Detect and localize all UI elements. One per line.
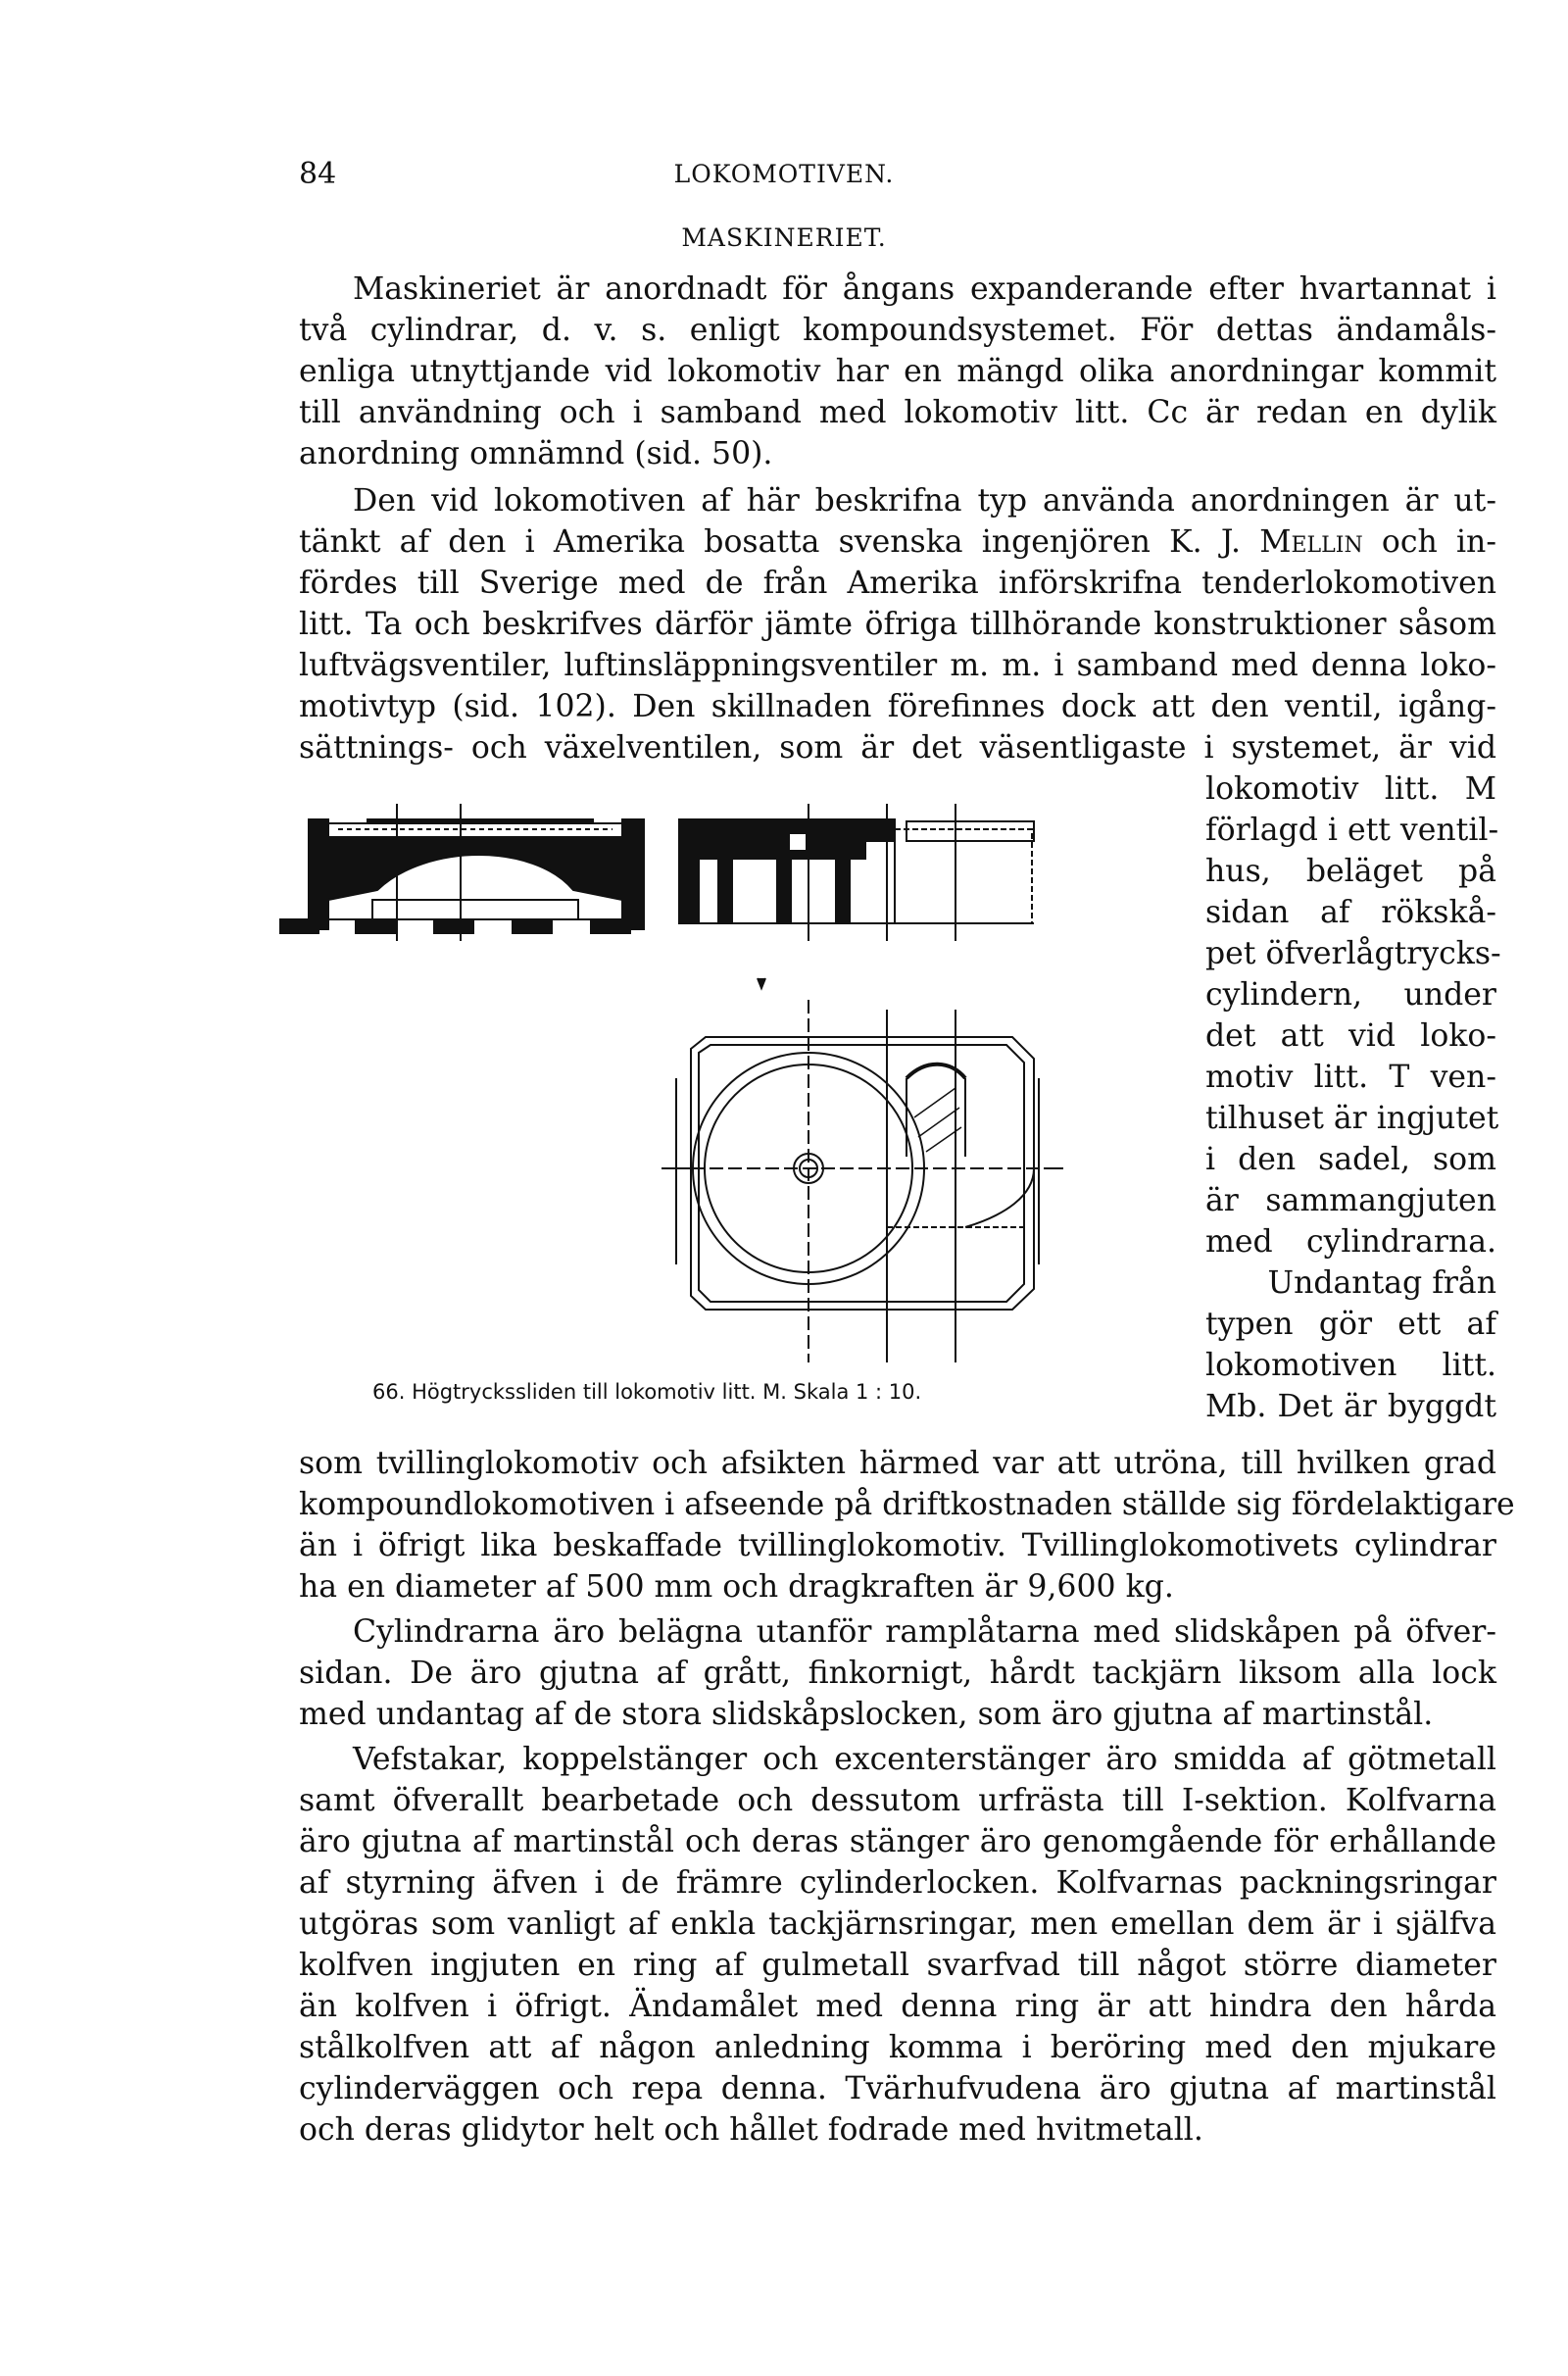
author-name: Mellin <box>1259 524 1363 560</box>
text-line: äro gjutna af martinstål och deras stänger äro genomgående för erhållande <box>299 1824 1496 1859</box>
text-line: fördes till Sverige med de från Amerika införskrifna tenderlokomotiven <box>299 566 1496 601</box>
text-line: och deras glidytor helt och hållet fodrade med hvitmetall. <box>299 2112 1203 2148</box>
side-text-line: cylindern, under <box>1205 977 1496 1013</box>
text-line: Den vid lokomotiven af här beskrifna typ använda anordningen är ut- <box>353 483 1496 519</box>
text-line: två cylindrar, d. v. s. enligt kompoundsystemet. För dettas ändamåls- <box>299 313 1496 348</box>
text-line: anordning omnämnd (sid. 50). <box>299 436 773 471</box>
text-line: Vefstakar, koppelstänger och excenterstänger äro smidda af götmetall <box>353 1742 1496 1777</box>
side-text-line: Undantag från <box>1267 1265 1496 1301</box>
text-line: med undantag af de stora slidskåpslocken, som äro gjutna af martinstål. <box>299 1697 1434 1732</box>
section-title: MASKINERIET. <box>681 223 887 252</box>
text-line: tänkt af den i Amerika bosatta svenska ingenjören K. J. Mellin och in- <box>299 524 1496 560</box>
text-line: Maskineriet är anordnadt för ångans expanderande efter hvartannat i <box>353 272 1496 307</box>
running-title: LOKOMOTIVEN. <box>673 160 895 188</box>
text-line: luftvägsventiler, luftinsläppningsventiler m. m. i samband med denna loko- <box>299 648 1496 683</box>
side-text-line: är sammangjuten <box>1205 1183 1496 1218</box>
side-text-line: typen gör ett af <box>1205 1307 1496 1342</box>
page-number: 84 <box>299 157 337 191</box>
side-text-line: sidan af rökskå- <box>1205 895 1496 930</box>
side-text-line: med cylindrarna. <box>1205 1224 1496 1260</box>
text-line: kolfven ingjuten en ring af gulmetall svarfvad till något större diameter <box>299 1948 1496 1983</box>
figure-caption: 66. Högtryckssliden till lokomotiv litt. M. Skala 1 : 10. <box>372 1380 922 1404</box>
figure-66 <box>279 784 1200 1372</box>
side-text-line: lokomotiv litt. M <box>1205 771 1496 807</box>
text-line: litt. Ta och beskrifves därför jämte öfriga tillhörande konstruktioner såsom <box>299 607 1496 642</box>
side-text-line: lokomotiven litt. <box>1205 1348 1496 1383</box>
text-line: af styrning äfven i de främre cylinderlocken. Kolfvarnas packningsringar <box>299 1865 1496 1901</box>
text-line: än i öfrigt lika beskaffade tvillinglokomotiv. Tvillinglokomotivets cylindrar <box>299 1528 1496 1563</box>
text-line: stålkolfven att af någon anledning komma i beröring med den mjukare <box>299 2030 1496 2065</box>
text-line: cylinderväggen och repa denna. Tvärhufvudena äro gjutna af martinstål <box>299 2071 1496 2106</box>
valve-drawing <box>279 784 1200 1372</box>
text-line: kompoundlokomotiven i afseende på driftkostnaden ställde sig fördelaktigare <box>299 1487 1515 1522</box>
side-text-line: tilhuset är ingjutet <box>1205 1101 1499 1136</box>
text-line: motivtyp (sid. 102). Den skillnaden förefinnes dock att den ventil, igång- <box>299 689 1496 724</box>
side-text-line: det att vid loko- <box>1205 1018 1496 1054</box>
text-line: Cylindrarna äro belägna utanför ramplåtarna med slidskåpen på öfver- <box>353 1614 1496 1650</box>
text-line: sidan. De äro gjutna af grått, finkornigt, hårdt tackjärn liksom alla lock <box>299 1656 1496 1691</box>
side-text-line: Mb. Det är byggdt <box>1205 1389 1496 1424</box>
text-line: till användning och i samband med lokomotiv litt. Cc är redan en dylik <box>299 395 1496 430</box>
text-line: ha en diameter af 500 mm och dragkraften är 9,600 kg. <box>299 1569 1174 1605</box>
text-line: samt öfverallt bearbetade och dessutom urfrästa till I-sektion. Kolfvarna <box>299 1783 1496 1818</box>
side-text-line: i den sadel, som <box>1205 1142 1496 1177</box>
side-text-line: hus, beläget på <box>1205 854 1496 889</box>
side-text-line: motiv litt. T ven- <box>1205 1060 1496 1095</box>
text-line: än kolfven i öfrigt. Ändamålet med denna ring är att hindra den hårda <box>299 1989 1496 2024</box>
text-line: utgöras som vanligt af enkla tackjärnsringar, men emellan dem är i själfva <box>299 1906 1496 1942</box>
text-line: enliga utnyttjande vid lokomotiv har en mängd olika anordningar kommit <box>299 354 1496 389</box>
text-line: sättnings- och växelventilen, som är det väsentligaste i systemet, är vid <box>299 730 1496 766</box>
text-line: som tvillinglokomotiv och afsikten härmed var att utröna, till hvilken grad <box>299 1446 1496 1481</box>
side-text-line: förlagd i ett ventil- <box>1205 813 1499 848</box>
side-text-line: pet öfverlågtrycks- <box>1205 936 1501 971</box>
